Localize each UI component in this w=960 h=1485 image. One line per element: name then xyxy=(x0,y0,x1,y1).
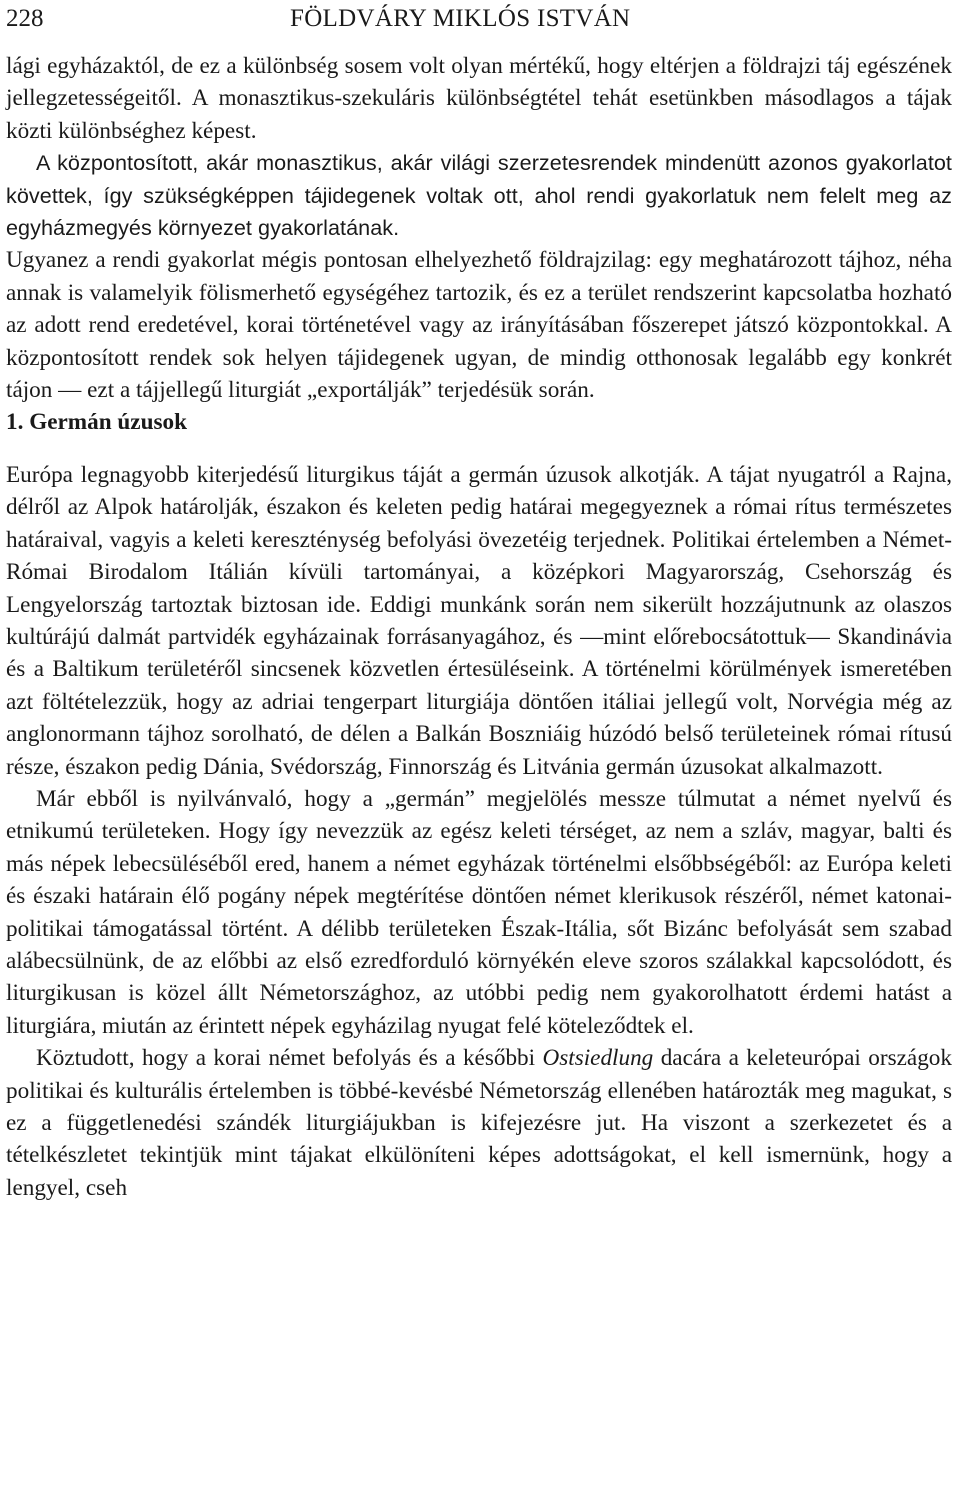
paragraph-block-sans xyxy=(6,147,952,244)
paragraph-germanic-term: Már ebből is nyilvánvaló, hogy a „germán” megjelölés messze túlmutat a német nyelvű és etnikumú területeken. Hogy így nevezzük az egész keleti térséget, az nem a szláv, magyar, balti és más népek lebecsüléséből ered, hanem a német egyházak történelmi elsőbbségéből: az Európa keleti és északi határain élő pogány népek megtérítése döntően német klerikusok részéről, német katonai-politikai támogatással történt. A délibb területeken Észak-Itália, sőt Bizánc befolyását sem szabad alábecsülnünk, de az előbbi az első ezredforduló környékén eleve szoros szálakkal kapcsolódott, és liturgikusan is közel állt Németországhoz, az utóbbi pedig nem gyakorolhatott érdemi hatást a liturgiára, miután az érintett népek egyházilag nyugat felé köteleződtek el. xyxy=(6,785,952,1039)
paragraph-continuation: lági egyházaktól, de ez a különbség sosem volt olyan mértékű, hogy eltérjen a földrajzi táj egészének jellegzetességeitől. A monasztikus-szekuláris különbségtétel tehát esetünkben másodlagos a tájak közti különbséghez képest. xyxy=(6,53,952,144)
section-heading: 1. Germán úzusok xyxy=(6,409,188,436)
paragraph-central-orders: A központosított, akár monasztikus, akár világi szerzetesrendek mindenütt azonos gyakorlatot követtek, így szükségképpen tájidegenek voltak ott, ahol rendi gyakorlatuk nem felelt meg az egyházmegyés környezet gyakorlatának. xyxy=(6,150,952,241)
paragraph-ostsiedlung xyxy=(6,1042,952,1204)
running-head xyxy=(6,2,952,46)
running-title: FÖLDVÁRY MIKLÓS ISTVÁN xyxy=(290,5,631,32)
page-number: 228 xyxy=(6,5,44,32)
text-segment: Köztudott, hogy a korai német befolyás és a későbbi xyxy=(36,1045,543,1072)
italic-term: Ostsiedlung xyxy=(542,1045,654,1072)
paragraph-germanic-usages: Európa legnagyobb kiterjedésű liturgikus táját a germán úzusok alkotják. A tájat nyugatról a Rajna, délről az Alpok határolják, északon és keleten pedig határai megegyeznek a római rítus természetes határaival, vagyis a keleti kereszténység befolyási övezetéig terjednek. Politikai értelemben a Német-Római Birodalom Itálián kívüli tartományai, a középkori Magyarország, Csehország és Lengyelország tartoztak biztosan ide. Eddigi munkánk során nem sikerült hozzájutnunk az olaszos kultúrájú dalmát partvidék egyházainak forrásanyagához, és —mint előrebocsátottuk— Skandinávia és a Baltikum területéről sincsenek közvetlen értesüléseink. A történelmi körülmények ismeretében azt föltételezzük, hogy az adriai tengerpart liturgiája döntően itáliai jellegű volt, Norvégia még az anglonormann tájhoz sorolható, de délen a Balkán Boszniáig húzódó belső területeinek római rítusú része, északon pedig Dánia, Svédország, Finnország és Litvánia germán úzusokat alkalmazott. xyxy=(6,461,952,780)
text-segment: dacára a keleteurópai országok politikai és kulturális értelemben is többé-kevésbé Németország ellenében határozták meg magukat, s ez a függetlenedési szándék liturgiájukban is kifejezésre jut. Ha viszont a szerkezetet és a tételkészletet tekintjük mint tájakat elkülöníteni képes adottságokat, el kell ismernünk, hogy a lengyel, cseh xyxy=(6,1045,952,1201)
paragraph-block-rendi-gyakorlat xyxy=(6,244,952,406)
section-body xyxy=(6,459,952,1204)
paragraph-block-continuation xyxy=(6,50,952,147)
paragraph-rendi-gyakorlat: Ugyanez a rendi gyakorlat mégis pontosan elhelyezhető földrajzilag: egy meghatározott tájhoz, néha annak is valamelyik fölismerhető egységéhez tartozik, és ez a terület rendszerint kapcsolatba hozható az adott rend eredetével, korai történetével vagy az irányításában főszerepet játszó központokkal. A központosított rendek sok helyen tájidegenek ugyan, de mindig otthonosak legalább egy konkrét tájon — ezt a tájjellegű liturgiát „exportálják” terjedésük során. xyxy=(6,247,952,404)
